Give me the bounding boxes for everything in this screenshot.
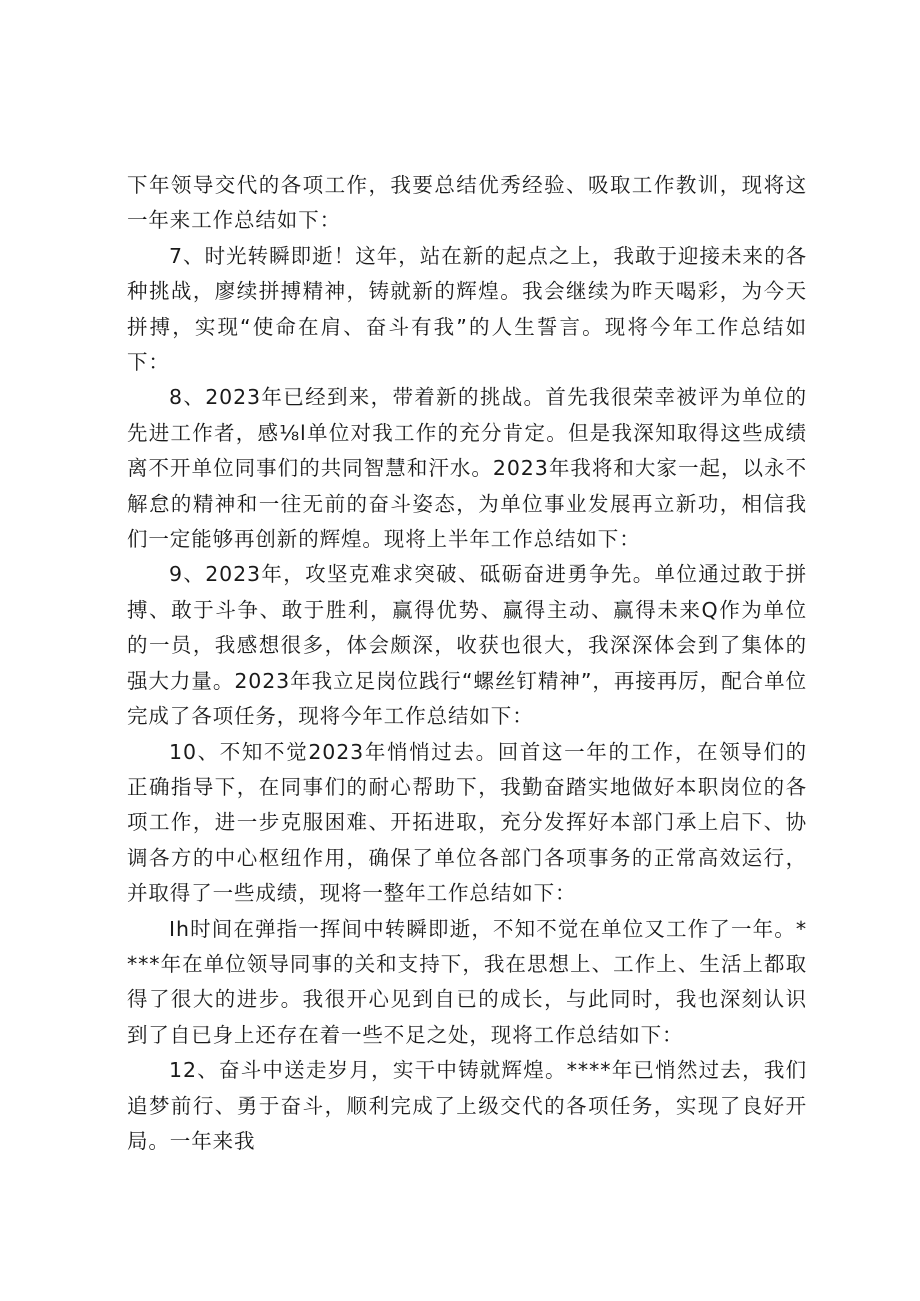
- paragraph-continuation: 下年领导交代的各项工作，我要总结优秀经验、吸取工作教训，现将这一年来工作总结如下：: [127, 173, 807, 233]
- document-body: [127, 168, 807, 1159]
- paragraph-item-8: 8、2023年已经到来，带着新的挑战。首先我很荣幸被评为单位的先进工作者，感⅛l单位对我工作的充分肯定。但是我深知取得这些成绩离不开单位同事们的共同智慧和汗水。2023年我将和大家一起，以永不解怠的精神和一往无前的奋斗姿态，为单位事业发展再立新功，相信我们一定能够再创新的辉煌。现将上半年工作总结如下：: [127, 385, 807, 552]
- paragraph-item-7: 7、时光转瞬即逝！这年，站在新的起点之上，我敢于迎接未来的各种挑战，廖续拼搏精神，铸就新的辉煌。我会继续为昨天喝彩，为今天拼搏，实现“使命在肩、奋斗有我”的人生誓言。现将今年工作总结如下：: [127, 243, 807, 375]
- paragraph-item-11: Ih时间在弹指一挥间中转瞬即逝，不知不觉在单位又工作了一年。****年在单位领导同事的关和支持下，我在思想上、工作上、生活上都取得了很大的进步。我很开心见到自已的成长，与此同时，我也深刻认识到了自已身上还存在着一些不足之处，现将工作总结如下：: [127, 916, 807, 1047]
- paragraph-item-9: 9、2023年，攻坚克难求突破、砥砺奋进勇争先。单位通过敢于拼搏、敢于斗争、敢于胜利，赢得优势、赢得主动、赢得未来Q作为单位的一员，我感想很多，体会颇深，收获也很大，我深深体会到了集体的强大力量。2023年我立足岗位践行“螺丝钉精神”，再接再厉，配合单位完成了各项任务，现将今年工作总结如下：: [127, 562, 807, 729]
- paragraph-item-10: 10、不知不觉2023年悄悄过去。回首这一年的工作，在领导们的正确指导下，在同事们的耐心帮助下，我勤奋踏实地做好本职岗位的各项工作，进一步克服困难、开拓进取，充分发挥好本部门承上启下、协调各方的中心枢纽作用，确保了单位各部门各项事务的正常高效运行，并取得了一些成绩，现将一整年工作总结如下：: [127, 739, 807, 906]
- paragraph-item-12: 12、奋斗中送走岁月，实干中铸就辉煌。****年已悄然过去，我们追梦前行、勇于奋斗，顺利完成了上级交代的各项任务，实现了良好开局。一年来我: [127, 1058, 807, 1153]
